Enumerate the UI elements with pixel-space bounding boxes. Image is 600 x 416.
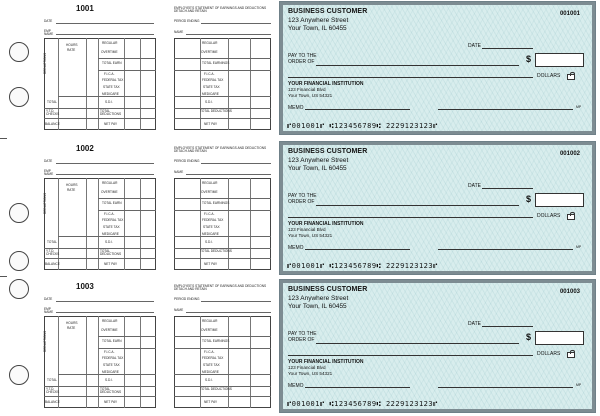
pay-to-label: PAY TO THE: [288, 331, 317, 337]
sdi-label: S.D.I.: [205, 100, 213, 104]
federal-tax-label: FEDERAL TAX: [202, 218, 224, 222]
bank-city: Your Town, US 54321: [288, 93, 333, 98]
company-city: Your Town, IL 60455: [288, 25, 347, 32]
lock-icon: [567, 352, 575, 358]
check-row-3: [0, 278, 600, 416]
order-of-label: ORDER OF: [288, 199, 315, 205]
check-face: [283, 145, 592, 271]
balance-label: BALANCE: [45, 122, 60, 126]
hours-label: HOURS: [66, 183, 78, 187]
bank-street: 123 Financial Blvd: [288, 365, 326, 370]
deductions-table: [174, 178, 271, 270]
pay-stub: [36, 0, 276, 138]
fica-label: F.I.C.A.: [104, 212, 115, 216]
fica-label: F.I.C.A.: [204, 72, 215, 76]
medicare-label: MEDICARE: [102, 232, 119, 236]
company-street: 123 Anywhere Street: [288, 295, 349, 302]
bank-street: 123 Financial Blvd: [288, 227, 326, 232]
stub-number: 1001: [76, 4, 94, 13]
total-deductions-label: TOTAL DEDUCTIONS: [100, 109, 122, 117]
total-label: TOTAL: [47, 378, 57, 382]
sdi-label: S.D.I.: [205, 378, 213, 382]
pay-stub: [36, 140, 276, 278]
order-of-label: ORDER OF: [288, 337, 315, 343]
pay-to-label: PAY TO THE: [288, 53, 317, 59]
dollars-label: DOLLARS: [537, 73, 561, 79]
name-label: NAME: [174, 170, 184, 174]
fica-label: F.I.C.A.: [204, 212, 215, 216]
signature-line[interactable]: [438, 249, 573, 250]
name-label: NAME: [174, 30, 184, 34]
period-ending-label: PERIOD ENDING: [174, 19, 200, 23]
stub-heading: EMPLOYEE'S STATEMENT OF EARNINGS AND DEDUCTIONS DETACH AND RETAIN: [174, 6, 267, 14]
micr-line: ⑈001001⑈ ⑆123456789⑆ 2229123123⑈: [287, 400, 438, 408]
date-label: DATE: [468, 43, 481, 49]
check-face: [283, 5, 592, 131]
memo-label: MEMO: [288, 245, 304, 251]
total-earn-label: TOTAL EARN: [102, 339, 122, 343]
total-earnings-label: TOTAL EARNINGS: [202, 61, 230, 65]
sdi-label: S.D.I.: [105, 240, 113, 244]
federal-tax-label: FEDERAL TAX: [202, 78, 224, 82]
state-tax-label: STATE TAX: [103, 363, 120, 367]
company-name: BUSINESS CUSTOMER: [288, 148, 368, 155]
state-tax-label: STATE TAX: [203, 85, 220, 89]
dollar-sign: $: [526, 54, 532, 64]
dollars-label: DOLLARS: [537, 351, 561, 357]
bank-city: Your Town, US 54321: [288, 371, 333, 376]
overtime-label: OVERTIME: [201, 328, 218, 332]
check-number: 001001: [559, 11, 580, 17]
emp-name-label: EMP NAME: [44, 29, 54, 37]
sdi-label: S.D.I.: [105, 100, 113, 104]
stub-heading: EMPLOYEE'S STATEMENT OF EARNINGS AND DEDUCTIONS DETACH AND RETAIN: [174, 284, 267, 292]
total-deductions-label: TOTAL DEDUCTIONS: [200, 109, 232, 113]
deductions-label: DEDUCTIONS: [43, 52, 47, 74]
memo-line[interactable]: [305, 249, 410, 250]
mp-label: MP: [576, 245, 582, 249]
amount-box[interactable]: [535, 53, 584, 67]
date-line[interactable]: [482, 48, 533, 49]
stub-number: 1003: [76, 282, 94, 291]
state-tax-label: STATE TAX: [103, 85, 120, 89]
ytd-checks-label: Y.T.D. CHECKS: [46, 249, 60, 257]
company-street: 123 Anywhere Street: [288, 17, 349, 24]
ytd-checks-label: Y.T.D. CHECKS: [46, 387, 60, 395]
bank-street: 123 Financial Blvd: [288, 87, 326, 92]
regular-label: REGULAR: [102, 319, 118, 323]
mp-label: MP: [576, 105, 582, 109]
medicare-label: MEDICARE: [202, 232, 219, 236]
regular-label: REGULAR: [202, 181, 218, 185]
check: [279, 1, 596, 135]
balance-label: BALANCE: [45, 400, 60, 404]
lock-icon: [567, 74, 575, 80]
check-face: [283, 283, 592, 409]
deductions-table: [174, 316, 271, 408]
total-label: TOTAL: [47, 100, 57, 104]
emp-name-label: EMP NAME: [44, 307, 54, 315]
company-name: BUSINESS CUSTOMER: [288, 286, 368, 293]
amount-words-line[interactable]: [288, 77, 533, 78]
check: [279, 279, 596, 413]
payee-line[interactable]: [316, 205, 519, 206]
stub-number: 1002: [76, 144, 94, 153]
net-pay-label: NET PAY: [204, 122, 218, 126]
hours-label: HOURS: [66, 321, 78, 325]
ytd-checks-label: Y.T.D. CHECKS: [46, 109, 60, 117]
regular-label: REGULAR: [102, 41, 118, 45]
bank-name: YOUR FINANCIAL INSTITUTION: [288, 221, 364, 227]
total-deductions-label: TOTAL DEDUCTIONS: [200, 249, 232, 253]
memo-line[interactable]: [305, 109, 410, 110]
date-label: DATE: [44, 159, 53, 163]
fica-label: F.I.C.A.: [104, 350, 115, 354]
regular-label: REGULAR: [202, 41, 218, 45]
payee-line[interactable]: [316, 65, 519, 66]
regular-label: REGULAR: [202, 319, 218, 323]
micr-line: ⑈001001⑈ ⑆123456789⑆ 2229123123⑈: [287, 262, 438, 270]
amount-words-line[interactable]: [288, 217, 533, 218]
hours-label: HOURS: [66, 43, 78, 47]
overtime-label: OVERTIME: [201, 50, 218, 54]
bank-name: YOUR FINANCIAL INSTITUTION: [288, 359, 364, 365]
balance-label: BALANCE: [45, 262, 60, 266]
order-of-label: ORDER OF: [288, 59, 315, 65]
total-deductions-label: TOTAL DEDUCTIONS: [100, 249, 122, 257]
medicare-label: MEDICARE: [202, 370, 219, 374]
net-pay-label: NET PAY: [204, 262, 218, 266]
lock-icon: [567, 214, 575, 220]
fica-label: F.I.C.A.: [104, 72, 115, 76]
pay-stub: [36, 278, 276, 416]
company-street: 123 Anywhere Street: [288, 157, 349, 164]
fica-label: F.I.C.A.: [204, 350, 215, 354]
company-name: BUSINESS CUSTOMER: [288, 8, 368, 15]
total-label: TOTAL: [47, 240, 57, 244]
total-deductions-label: TOTAL DEDUCTIONS: [100, 387, 122, 395]
bank-name: YOUR FINANCIAL INSTITUTION: [288, 81, 364, 87]
net-pay-label: NET PAY: [204, 400, 218, 404]
company-city: Your Town, IL 60455: [288, 303, 347, 310]
pay-to-label: PAY TO THE: [288, 193, 317, 199]
check-number: 001003: [559, 289, 580, 295]
date-line[interactable]: [482, 326, 533, 327]
payee-line[interactable]: [316, 343, 519, 344]
emp-name-label: EMP NAME: [44, 169, 54, 177]
memo-label: MEMO: [288, 105, 304, 111]
rate-label: RATE: [67, 48, 76, 52]
regular-label: REGULAR: [102, 181, 118, 185]
amount-words-line[interactable]: [288, 355, 533, 356]
check-row-1: [0, 0, 600, 138]
state-tax-label: STATE TAX: [203, 225, 220, 229]
signature-line[interactable]: [438, 387, 573, 388]
date-label: DATE: [468, 321, 481, 327]
name-label: NAME: [174, 308, 184, 312]
amount-box[interactable]: [535, 331, 584, 345]
perforation-tick: [0, 138, 7, 139]
federal-tax-label: FEDERAL TAX: [102, 78, 124, 82]
check-row-2: [0, 140, 600, 278]
total-deductions-label: TOTAL DEDUCTIONS: [200, 387, 232, 391]
medicare-label: MEDICARE: [202, 92, 219, 96]
medicare-label: MEDICARE: [102, 92, 119, 96]
state-tax-label: STATE TAX: [203, 363, 220, 367]
federal-tax-label: FEDERAL TAX: [202, 356, 224, 360]
sdi-label: S.D.I.: [205, 240, 213, 244]
total-earn-label: TOTAL EARN: [102, 61, 122, 65]
overtime-label: OVERTIME: [101, 50, 118, 54]
date-label: DATE: [468, 183, 481, 189]
micr-line: ⑈001001⑈ ⑆123456789⑆ 2229123123⑈: [287, 122, 438, 130]
net-pay-label: NET PAY: [104, 400, 118, 404]
period-ending-label: PERIOD ENDING: [174, 297, 200, 301]
net-pay-label: NET PAY: [104, 122, 118, 126]
overtime-label: OVERTIME: [101, 190, 118, 194]
total-earnings-label: TOTAL EARNINGS: [202, 201, 230, 205]
deductions-label: DEDUCTIONS: [43, 330, 47, 352]
federal-tax-label: FEDERAL TAX: [102, 218, 124, 222]
overtime-label: OVERTIME: [201, 190, 218, 194]
dollar-sign: $: [526, 194, 532, 204]
check-number: 001002: [559, 151, 580, 157]
total-earn-label: TOTAL EARN: [102, 201, 122, 205]
state-tax-label: STATE TAX: [103, 225, 120, 229]
check: [279, 141, 596, 275]
stub-heading: EMPLOYEE'S STATEMENT OF EARNINGS AND DEDUCTIONS DETACH AND RETAIN: [174, 146, 267, 154]
medicare-label: MEDICARE: [102, 370, 119, 374]
net-pay-label: NET PAY: [104, 262, 118, 266]
dollar-sign: $: [526, 332, 532, 342]
deductions-table: [174, 38, 271, 130]
dollars-label: DOLLARS: [537, 213, 561, 219]
company-city: Your Town, IL 60455: [288, 165, 347, 172]
date-label: DATE: [44, 297, 53, 301]
sdi-label: S.D.I.: [105, 378, 113, 382]
rate-label: RATE: [67, 326, 76, 330]
memo-label: MEMO: [288, 383, 304, 389]
signature-line[interactable]: [438, 109, 573, 110]
federal-tax-label: FEDERAL TAX: [102, 356, 124, 360]
date-label: DATE: [44, 19, 53, 23]
rate-label: RATE: [67, 188, 76, 192]
period-ending-label: PERIOD ENDING: [174, 159, 200, 163]
deductions-label: DEDUCTIONS: [43, 192, 47, 214]
memo-line[interactable]: [305, 387, 410, 388]
amount-box[interactable]: [535, 193, 584, 207]
overtime-label: OVERTIME: [101, 328, 118, 332]
total-earnings-label: TOTAL EARNINGS: [202, 339, 230, 343]
date-line[interactable]: [482, 188, 533, 189]
mp-label: MP: [576, 383, 582, 387]
bank-city: Your Town, US 54321: [288, 233, 333, 238]
